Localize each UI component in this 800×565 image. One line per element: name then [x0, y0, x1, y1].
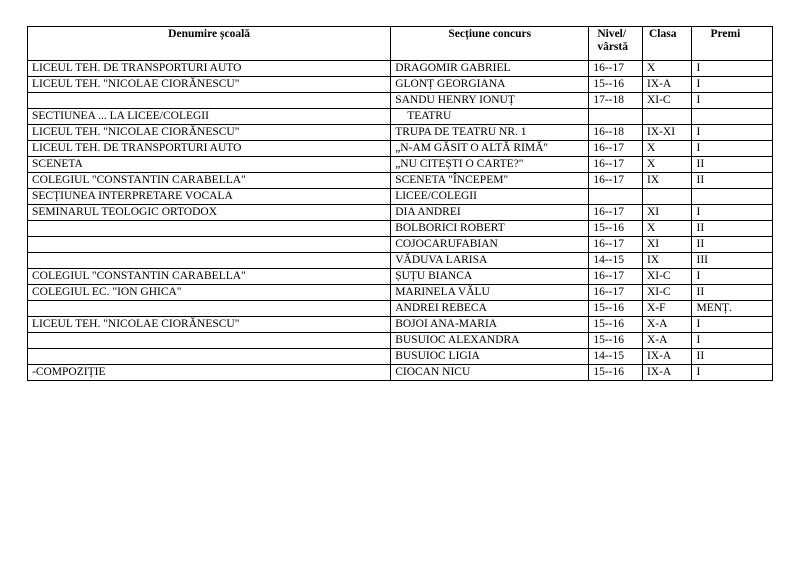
- cell-school: [28, 301, 391, 317]
- cell-prize: II: [692, 237, 773, 253]
- cell-class: X: [642, 61, 692, 77]
- header-level-line1: Nivel/: [597, 28, 627, 40]
- cell-section: BOJOI ANA-MARIA: [391, 317, 589, 333]
- table-row: [28, 349, 773, 365]
- cell-section: BUSUIOC LIGIA: [391, 349, 589, 365]
- cell-school: [28, 237, 391, 253]
- header-level: [589, 27, 643, 61]
- header-prize: Premi: [692, 27, 773, 61]
- cell-section: LICEE/COLEGII: [391, 189, 589, 205]
- cell-level: [589, 109, 643, 125]
- cell-prize: III: [692, 253, 773, 269]
- table-row: [28, 157, 773, 173]
- cell-prize: I: [692, 141, 773, 157]
- cell-level: 15--16: [589, 333, 643, 349]
- cell-prize: I: [692, 365, 773, 381]
- table-row: [28, 317, 773, 333]
- table-row: [28, 285, 773, 301]
- cell-prize: II: [692, 157, 773, 173]
- cell-prize: I: [692, 317, 773, 333]
- cell-section: BOLBORICI ROBERT: [391, 221, 589, 237]
- cell-prize: I: [692, 269, 773, 285]
- cell-school: LICEUL TEH. DE TRANSPORTURI AUTO: [28, 61, 391, 77]
- cell-section: COJOCARUFABIAN: [391, 237, 589, 253]
- cell-class: XI-C: [642, 93, 692, 109]
- cell-school: COLEGIUL EC. "ION GHICA": [28, 285, 391, 301]
- cell-school: SCENETA: [28, 157, 391, 173]
- results-table: [27, 26, 773, 381]
- header-class: Clasa: [642, 27, 692, 61]
- cell-prize: II: [692, 285, 773, 301]
- cell-section: TEATRU: [391, 109, 589, 125]
- table-row: [28, 253, 773, 269]
- cell-school: COLEGIUL "CONSTANTIN CARABELLA": [28, 173, 391, 189]
- table-row: [28, 141, 773, 157]
- cell-level: 15--16: [589, 77, 643, 93]
- cell-school: [28, 333, 391, 349]
- cell-class: IX-A: [642, 77, 692, 93]
- cell-level: 14--15: [589, 349, 643, 365]
- cell-school: SEMINARUL TEOLOGIC ORTODOX: [28, 205, 391, 221]
- cell-level: 16--17: [589, 61, 643, 77]
- table-row: [28, 365, 773, 381]
- cell-level: 15--16: [589, 221, 643, 237]
- cell-class: [642, 109, 692, 125]
- cell-level: 15--16: [589, 365, 643, 381]
- cell-class: [642, 189, 692, 205]
- cell-school: LICEUL TEH. DE TRANSPORTURI AUTO: [28, 141, 391, 157]
- cell-level: 16--17: [589, 205, 643, 221]
- cell-level: 16--17: [589, 157, 643, 173]
- cell-prize: I: [692, 125, 773, 141]
- cell-section: CIOCAN NICU: [391, 365, 589, 381]
- cell-school: [28, 253, 391, 269]
- cell-class: X-F: [642, 301, 692, 317]
- cell-section: VĂDUVA LARISA: [391, 253, 589, 269]
- cell-prize: MENȚ.: [692, 301, 773, 317]
- cell-school: [28, 349, 391, 365]
- cell-level: 15--16: [589, 301, 643, 317]
- table-row: [28, 125, 773, 141]
- cell-section: SANDU HENRY IONUȚ: [391, 93, 589, 109]
- table-row: [28, 93, 773, 109]
- cell-class: IX: [642, 173, 692, 189]
- table-body: [28, 61, 773, 381]
- cell-level: 16--17: [589, 173, 643, 189]
- cell-section: DIA ANDREI: [391, 205, 589, 221]
- cell-class: X: [642, 221, 692, 237]
- table-row: [28, 269, 773, 285]
- cell-class: XI: [642, 205, 692, 221]
- cell-level: [589, 189, 643, 205]
- cell-school: LICEUL TEH. "NICOLAE CIORĂNESCU": [28, 125, 391, 141]
- cell-prize: I: [692, 205, 773, 221]
- cell-school: [28, 221, 391, 237]
- table-row: [28, 173, 773, 189]
- cell-class: X-A: [642, 333, 692, 349]
- cell-prize: I: [692, 333, 773, 349]
- header-row: [28, 27, 773, 61]
- cell-prize: [692, 109, 773, 125]
- cell-level: 16--17: [589, 285, 643, 301]
- cell-section: MARINELA VĂLU: [391, 285, 589, 301]
- cell-section: „N-AM GĂSIT O ALTĂ RIMĂ": [391, 141, 589, 157]
- cell-prize: I: [692, 61, 773, 77]
- cell-prize: II: [692, 221, 773, 237]
- cell-school: SECȚIUNEA INTERPRETARE VOCALA: [28, 189, 391, 205]
- cell-prize: I: [692, 93, 773, 109]
- header-level-line2: vârstă: [597, 41, 628, 53]
- cell-class: IX-A: [642, 365, 692, 381]
- cell-school: LICEUL TEH. "NICOLAE CIORĂNESCU": [28, 77, 391, 93]
- cell-section: „NU CITEȘTI O CARTE?": [391, 157, 589, 173]
- cell-level: 17--18: [589, 93, 643, 109]
- cell-class: XI-C: [642, 285, 692, 301]
- table-header: [28, 27, 773, 61]
- cell-section: DRAGOMIR GABRIEL: [391, 61, 589, 77]
- cell-section: TRUPA DE TEATRU NR. 1: [391, 125, 589, 141]
- cell-class: X-A: [642, 317, 692, 333]
- cell-class: X: [642, 157, 692, 173]
- cell-prize: II: [692, 173, 773, 189]
- cell-prize: II: [692, 349, 773, 365]
- cell-level: 16--17: [589, 237, 643, 253]
- cell-class: IX-A: [642, 349, 692, 365]
- cell-class: IX-XI: [642, 125, 692, 141]
- header-school: Denumire școală: [28, 27, 391, 61]
- cell-section: BUSUIOC ALEXANDRA: [391, 333, 589, 349]
- cell-school: [28, 93, 391, 109]
- cell-class: X: [642, 141, 692, 157]
- cell-level: 14--15: [589, 253, 643, 269]
- cell-level: 16--17: [589, 141, 643, 157]
- cell-section: ȘUȚU BIANCA: [391, 269, 589, 285]
- cell-prize: [692, 189, 773, 205]
- cell-school: -COMPOZIȚIE: [28, 365, 391, 381]
- table-row: [28, 333, 773, 349]
- cell-school: COLEGIUL "CONSTANTIN CARABELLA": [28, 269, 391, 285]
- cell-class: XI-C: [642, 269, 692, 285]
- header-section: Secțiune concurs: [391, 27, 589, 61]
- cell-section: SCENETA "ÎNCEPEM": [391, 173, 589, 189]
- cell-section: ANDREI REBECA: [391, 301, 589, 317]
- table-row: [28, 77, 773, 93]
- cell-school: SECTIUNEA ... LA LICEE/COLEGII: [28, 109, 391, 125]
- cell-section: GLONȚ GEORGIANA: [391, 77, 589, 93]
- cell-prize: I: [692, 77, 773, 93]
- cell-level: 16--17: [589, 269, 643, 285]
- table-row: [28, 237, 773, 253]
- table-row: [28, 61, 773, 77]
- table-row: [28, 109, 773, 125]
- cell-level: 15--16: [589, 317, 643, 333]
- table-row: [28, 301, 773, 317]
- cell-level: 16--18: [589, 125, 643, 141]
- cell-class: XI: [642, 237, 692, 253]
- table-row: [28, 205, 773, 221]
- table-row: [28, 221, 773, 237]
- cell-class: IX: [642, 253, 692, 269]
- cell-school: LICEUL TEH. "NICOLAE CIORĂNESCU": [28, 317, 391, 333]
- table-row: [28, 189, 773, 205]
